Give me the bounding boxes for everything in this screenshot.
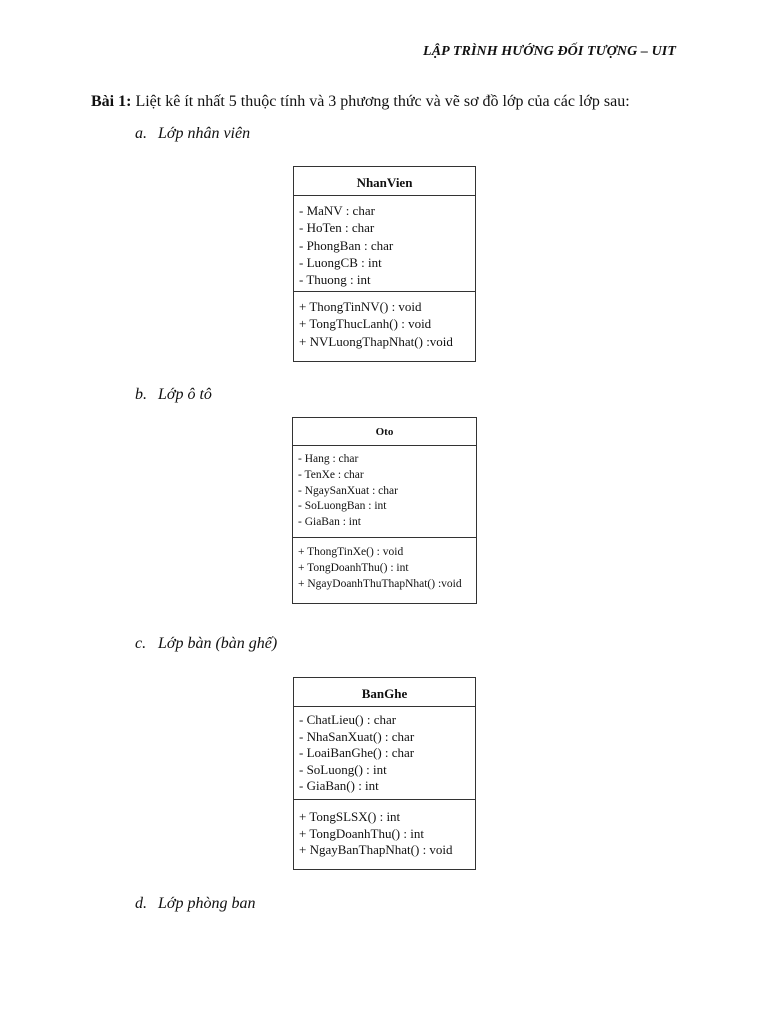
uml-attribute: - Hang : char	[298, 453, 359, 465]
uml-attribute: - SoLuongBan : int	[298, 500, 387, 513]
uml-method: + TongDoanhThu() : int	[299, 825, 424, 841]
item-label: Lớp ô tô	[158, 386, 212, 403]
uml-method: + ThongTinNV() : void	[299, 299, 422, 314]
uml-method: + NVLuongThapNhat() :void	[299, 333, 453, 349]
uml-method: + TongDoanhThu() : int	[298, 561, 409, 574]
item-b-heading	[135, 386, 212, 404]
uml-attribute: - PhongBan : char	[299, 237, 394, 253]
uml-methods	[294, 292, 475, 350]
uml-class-banghe	[293, 677, 476, 870]
item-c-heading	[135, 635, 277, 653]
uml-attribute: - GiaBan : int	[298, 516, 361, 529]
uml-attribute: - SoLuong() : int	[299, 761, 387, 777]
item-marker: a.	[135, 125, 147, 142]
uml-attribute: - LoaiBanGhe() : char	[299, 745, 415, 761]
uml-attribute: - HoTen : char	[299, 220, 375, 236]
exercise-prompt	[91, 93, 630, 111]
uml-class-name: NhanVien	[294, 167, 475, 196]
exercise-number: Bài 1:	[91, 93, 132, 110]
uml-attribute: - NhaSanXuat() : char	[299, 728, 415, 744]
uml-class-nhanvien	[293, 166, 476, 362]
item-a-heading	[135, 125, 250, 143]
item-marker: b.	[135, 386, 147, 403]
uml-class-oto	[292, 417, 477, 604]
uml-method: + TongThucLanh() : void	[299, 316, 432, 332]
document-header: LẬP TRÌNH HƯỚNG ĐỐI TƯỢNG – UIT	[423, 44, 676, 59]
uml-attributes	[293, 446, 476, 538]
uml-attributes	[294, 196, 475, 292]
uml-attribute: - ChatLieu() : char	[299, 712, 397, 727]
uml-method: + NgayBanThapNhat() : void	[299, 842, 453, 858]
uml-attribute: - GiaBan() : int	[299, 778, 379, 794]
uml-attribute: - MaNV : char	[299, 203, 375, 218]
uml-method: + ThongTinXe() : void	[298, 546, 404, 558]
item-marker: c.	[135, 635, 147, 652]
uml-method: + NgayDoanhThuThapNhat() :void	[298, 577, 462, 590]
item-label: Lớp nhân viên	[158, 125, 251, 142]
uml-method: + TongSLSX() : int	[299, 809, 401, 824]
uml-attribute: - TenXe : char	[298, 468, 364, 481]
item-label: Lớp bàn (bàn ghế)	[158, 635, 278, 652]
uml-attribute: - NgaySanXuat : char	[298, 484, 398, 497]
uml-attributes	[294, 707, 475, 800]
uml-attribute: - LuongCB : int	[299, 254, 382, 270]
uml-methods	[294, 800, 475, 859]
uml-class-name: Oto	[293, 418, 476, 446]
item-d-heading	[135, 895, 255, 913]
exercise-text: Liệt kê ít nhất 5 thuộc tính và 3 phương thức và vẽ sơ đồ lớp của các lớp sau:	[135, 93, 630, 110]
uml-methods	[293, 538, 476, 592]
uml-class-name: BanGhe	[294, 678, 475, 707]
item-label: Lớp phòng ban	[158, 895, 256, 912]
uml-attribute: - Thuong : int	[299, 272, 371, 288]
item-marker: d.	[135, 895, 147, 912]
